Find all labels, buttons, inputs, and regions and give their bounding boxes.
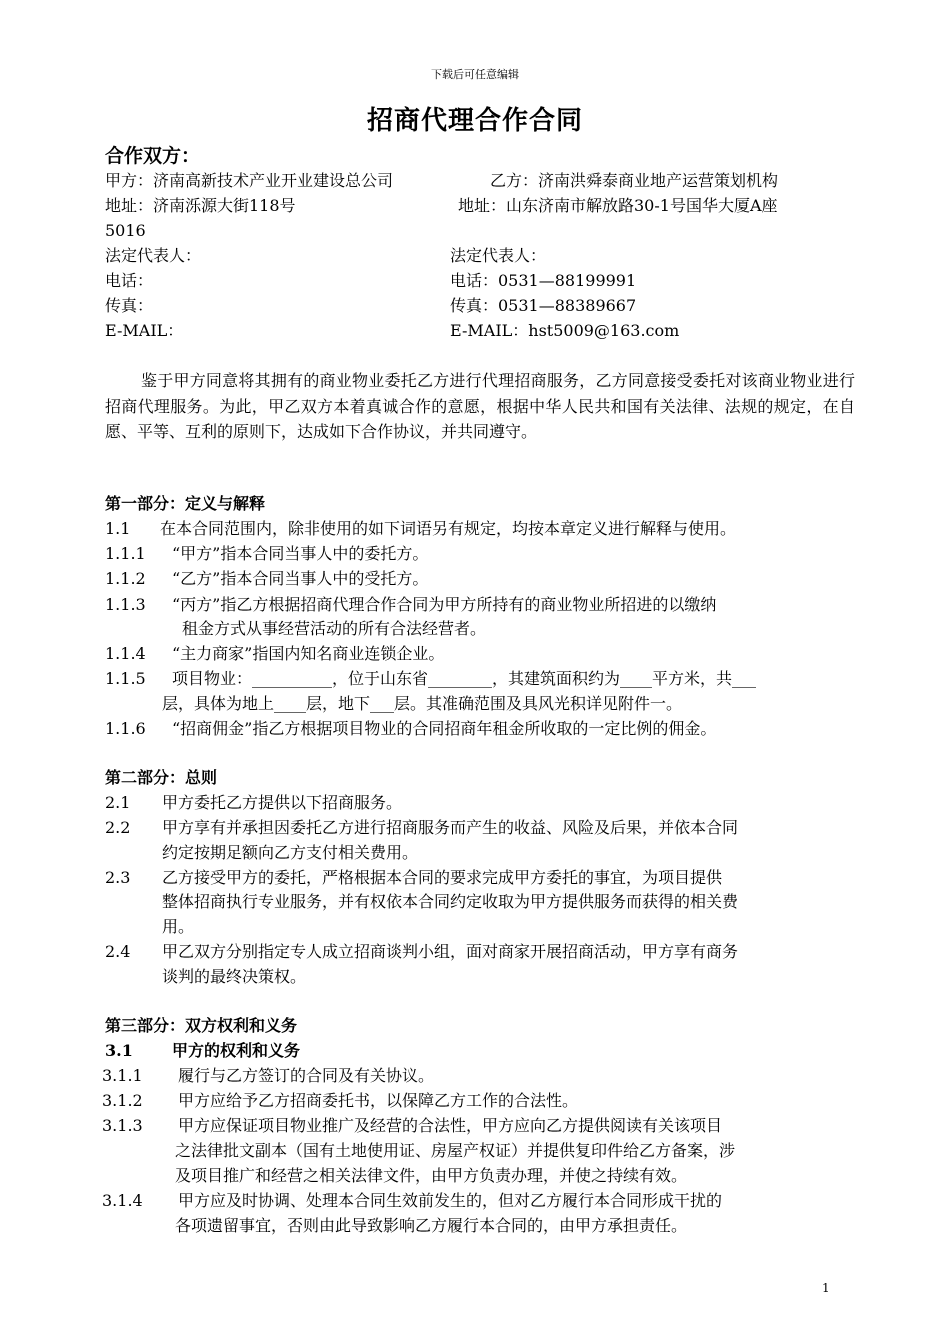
clause-text: 甲方应及时协调、处理本合同生效前发生的，但对乙方履行本合同形成干扰的 xyxy=(178,1191,723,1210)
clause-text-cont: 各项遗留事宜，否则由此导致影响乙方履行本合同的，由甲方承担责任。 xyxy=(175,1216,688,1235)
clause-text: 乙方接受甲方的委托，严格根据本合同的要求完成甲方委托的事宜，为项目提供 xyxy=(162,868,723,887)
clause-number: 1.1.4 xyxy=(105,644,146,663)
clause-text-cont: 之法律批文副本（国有土地使用证、房屋产权证）并提供复印件给乙方备案，涉 xyxy=(175,1141,736,1160)
clause-text: “主力商家”指国内知名商业连锁企业。 xyxy=(172,644,445,663)
party-b-phone: 电话：0531—88199991 xyxy=(450,271,637,290)
part3-heading: 第三部分：双方权利和义务 xyxy=(105,1016,298,1035)
clause-text: 甲乙双方分别指定专人成立招商谈判小组，面对商家开展招商活动，甲方享有商务 xyxy=(162,942,739,961)
document-title: 招商代理合作合同 xyxy=(366,106,583,136)
clause-text: “乙方”指本合同当事人中的受托方。 xyxy=(172,569,429,588)
clause-number: 2.2 xyxy=(105,818,131,837)
section-number: 3.1 xyxy=(105,1041,133,1060)
clause-text: 在本合同范围内，除非使用的如下词语另有规定，均按本章定义进行解释与使用。 xyxy=(160,519,737,538)
clause-number: 1.1.6 xyxy=(105,719,146,738)
party-a-email: E-MAIL： xyxy=(105,321,184,340)
clause-text: 甲方享有并承担因委托乙方进行招商服务而产生的收益、风险及后果，并依本合同 xyxy=(162,818,739,837)
clause-text: “甲方”指本合同当事人中的委托方。 xyxy=(172,544,429,563)
clause-number: 2.3 xyxy=(105,868,131,887)
intro-paragraph: 鉴于甲方同意将其拥有的商业物业委托乙方进行代理招商服务，乙方同意接受委托对该商业物业进行招商代理服务。为此，甲乙双方本着真诚合作的意愿，根据中华人民共和国有关法律、法规的规定，在自愿、平等、互利的原则下，达成如下合作协议，并共同遵守。 xyxy=(105,371,855,441)
clause-text-cont: 整体招商执行专业服务，并有权依本合同约定收取为甲方提供服务而获得的相关费 xyxy=(162,892,739,911)
party-b-rep: 法定代表人： xyxy=(450,246,547,265)
clause-number: 2.1 xyxy=(105,793,131,812)
clause-text-cont: 租金方式从事经营活动的所有合法经营者。 xyxy=(182,619,487,638)
party-a-address: 地址：济南泺源大街118号 xyxy=(105,196,296,215)
section-heading: 甲方的权利和义务 xyxy=(172,1041,301,1060)
clause-text: “招商佣金”指乙方根据项目物业的合同招商年租金所收取的一定比例的佣金。 xyxy=(172,719,717,738)
clause-text: 甲方委托乙方提供以下招商服务。 xyxy=(162,793,403,812)
party-a-name: 甲方：济南高新技术产业开业建设总公司 xyxy=(105,171,394,190)
party-b-fax: 传真：0531—88389667 xyxy=(450,296,637,315)
clause-text-cont: 约定按期足额向乙方支付相关费用。 xyxy=(162,843,419,862)
clause-number: 3.1.1 xyxy=(102,1066,143,1085)
part1-heading: 第一部分：定义与解释 xyxy=(105,494,266,513)
page-number: 1 xyxy=(822,1281,830,1295)
clause-number: 1.1.2 xyxy=(105,569,146,588)
parties-heading: 合作双方： xyxy=(105,145,201,167)
clause-number: 3.1.3 xyxy=(102,1116,143,1135)
clause-text: “丙方”指乙方根据招商代理合作合同为甲方所持有的商业物业所招进的以缴纳 xyxy=(172,595,717,614)
party-b-email: E-MAIL：hst5009@163.com xyxy=(450,321,680,340)
clause-text-cont: 谈判的最终决策权。 xyxy=(162,967,307,986)
party-a-fax: 传真： xyxy=(105,296,154,315)
clause-number: 1.1.3 xyxy=(105,595,146,614)
clause-text: 甲方应给予乙方招商委托书，以保障乙方工作的合法性。 xyxy=(178,1091,579,1110)
party-b-name: 乙方：济南洪舜泰商业地产运营策划机构 xyxy=(490,171,779,190)
clause-text-cont: 层，具体为地上____层，地下___层。其准确范围及具风光积详见附件一。 xyxy=(162,694,683,713)
party-a-phone: 电话： xyxy=(105,271,154,290)
clause-number: 1.1.1 xyxy=(105,544,146,563)
clause-number: 3.1.4 xyxy=(102,1191,143,1210)
clause-text: 履行与乙方签订的合同及有关协议。 xyxy=(178,1066,435,1085)
clause-text-cont: 及项目推广和经营之相关法律文件，由甲方负责办理，并使之持续有效。 xyxy=(175,1166,688,1185)
part2-heading: 第二部分：总则 xyxy=(105,768,218,787)
party-b-address-cont: 5016 xyxy=(105,221,146,240)
clause-number: 2.4 xyxy=(105,942,131,961)
clause-number: 3.1.2 xyxy=(102,1091,143,1110)
clause-text: 项目物业：__________，位于山东省________，其建筑面积约为____平方米，共___ xyxy=(172,669,757,688)
party-b-address: 地址：山东济南市解放路30-1号国华大厦A座 xyxy=(458,196,778,215)
header-note: 下载后可任意编辑 xyxy=(431,68,519,81)
clause-number: 1.1.5 xyxy=(105,669,146,688)
clause-number: 1.1 xyxy=(105,519,131,538)
party-a-rep: 法定代表人： xyxy=(105,246,202,265)
clause-text-cont: 用。 xyxy=(162,917,195,936)
clause-text: 甲方应保证项目物业推广及经营的合法性，甲方应向乙方提供阅读有关该项目 xyxy=(178,1116,723,1135)
